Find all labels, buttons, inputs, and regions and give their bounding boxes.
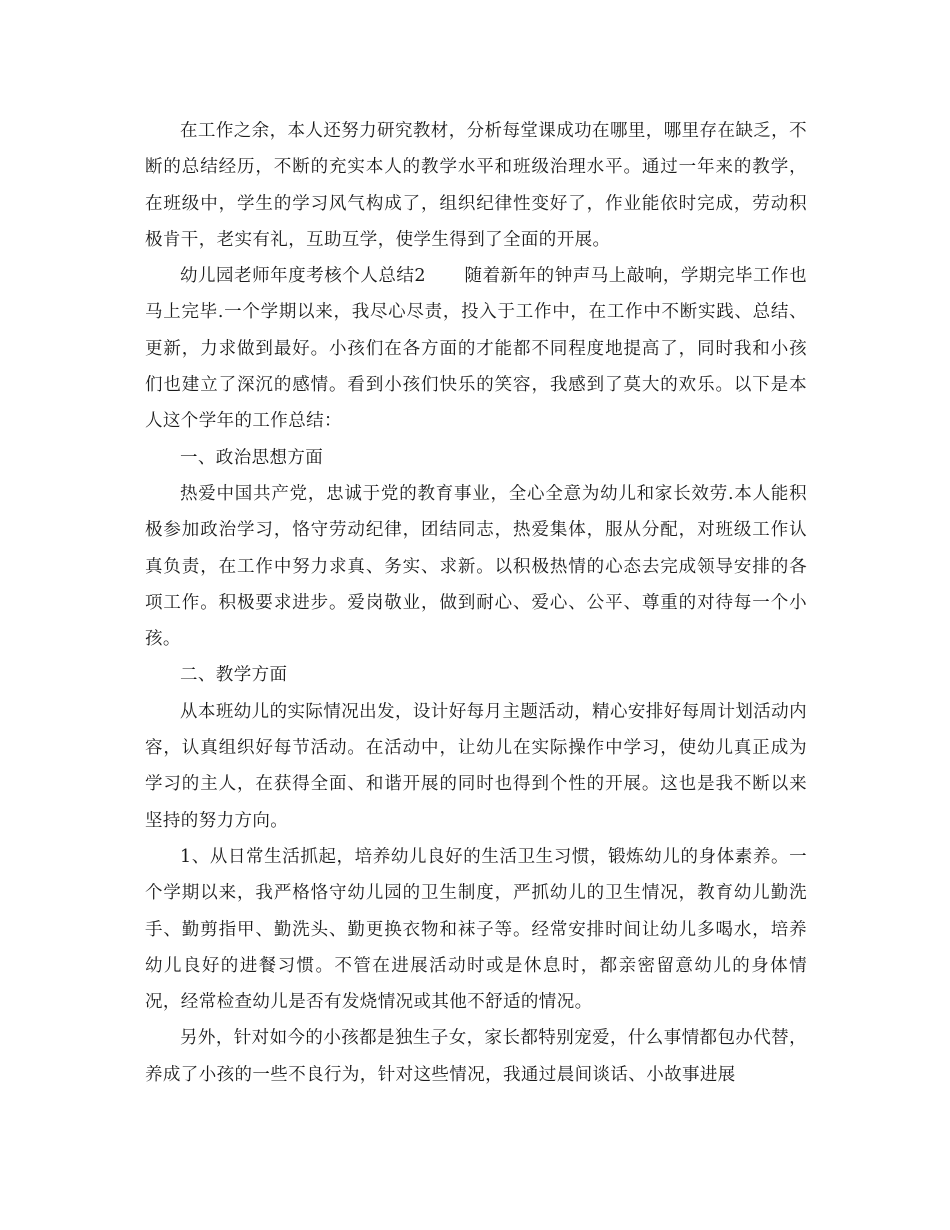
document-page [145,113,807,1093]
paragraph-teaching: 从本班幼儿的实际情况出发，设计好每月主题活动，精心安排好每周计划活动内容，认真组织好每节活动。在活动中，让幼儿在实际操作中学习，使幼儿真正成为学习的主人，在获得全面、和谐开展的同时也得到个性的开展。这也是我不断以来坚持的努力方向。 [145,701,807,831]
annual-summary-body: 随着新年的钟声马上敲响，学期完毕工作也马上完毕.一个学期以来，我尽心尽责，投入于工作中，在工作中不断实践、总结、更新，力求做到最好。小孩们在各方面的才能都不同程度地提高了，同时我和小孩们也建立了深沉的感情。看到小孩们快乐的笑容，我感到了莫大的欢乐。以下是本人这个学年的工作总结： [145,266,807,432]
heading-teaching: 二、教学方面 [180,665,288,686]
paragraph-political-thought: 热爱中国共产党，忠诚于党的教育事业，全心全意为幼儿和家长效劳.本人能积极参加政治学习，恪守劳动纪律，团结同志，热爱集体，服从分配，对班级工作认真负责，在工作中努力求真、务实、求新。以积极热情的心态去完成领导安排的各项工作。积极要求进步。爱岗敬业，做到耐心、爱心、公平、尊重的对待每一个小孩。 [145,483,807,650]
section-title-annual-summary: 幼儿园老师年度考核个人总结2 [180,266,426,287]
paragraph-only-children: 另外，针对如今的小孩都是独生子女，家长都特别宠爱，什么事情都包办代替，养成了小孩的一些不良行为，针对这些情况，我通过晨间谈话、小故事进展 [145,1028,807,1085]
paragraph-daily-habits: 1、从日常生活抓起，培养幼儿良好的生活卫生习惯，锻炼幼儿的身体素养。一个学期以来，我严格恪守幼儿园的卫生制度，严抓幼儿的卫生情况，教育幼儿勤洗手、勤剪指甲、勤洗头、勤更换衣物和袜子等。经常安排时间让幼儿多喝水，培养幼儿良好的进餐习惯。不管在进展活动时或是休息时，都亲密留意幼儿的身体情况，经常检查幼儿是否有发烧情况或其他不舒适的情况。 [145,846,807,1013]
paragraph-annual-summary-intro [145,258,807,439]
heading-political-thought: 一、政治思想方面 [180,447,324,468]
paragraph-work-reflection: 在工作之余，本人还努力研究教材，分析每堂课成功在哪里，哪里存在缺乏，不断的总结经历，不断的充实本人的教学水平和班级治理水平。通过一年来的教学，在班级中，学生的学习风气构成了，组织纪律性变好了，作业能依时完成，劳动积极肯干，老实有礼，互助互学，使学生得到了全面的开展。 [145,121,807,250]
